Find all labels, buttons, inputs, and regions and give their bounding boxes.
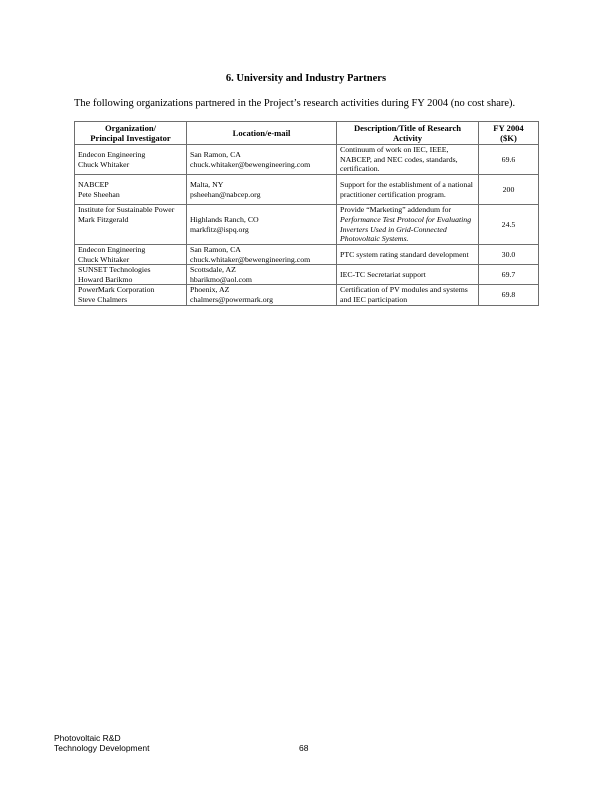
cell-description: IEC-TC Secretariat support xyxy=(337,265,479,285)
cell-amount: 24.5 xyxy=(479,205,539,245)
footer-line1: Photovoltaic R&D xyxy=(54,733,121,743)
cell-description: PTC system rating standard development xyxy=(337,245,479,265)
header-desc-line1: Description/Title of Research xyxy=(353,123,462,133)
description-text: Provide “Marketing” addendum for xyxy=(340,205,452,215)
org-name: PowerMark Corporation xyxy=(78,285,155,295)
investigator-name: Steve Chalmers xyxy=(78,294,128,304)
cell-location xyxy=(187,175,337,205)
cell-description: Certification of PV modules and systems and IEC participation xyxy=(337,285,479,305)
table-row xyxy=(75,175,539,205)
investigator-name: Pete Sheehan xyxy=(78,189,120,199)
investigator-name: Mark Fitzgerald xyxy=(78,214,129,224)
org-name: NABCEP xyxy=(78,179,109,189)
header-org-line2: Principal Investigator xyxy=(90,133,171,143)
cell-organization xyxy=(75,175,187,205)
header-organization xyxy=(75,122,187,145)
partners-table xyxy=(74,121,539,306)
location-text: Phoenix, AZ xyxy=(190,285,230,295)
email-text: chalmers@powermark.org xyxy=(190,294,274,304)
cell-description xyxy=(337,205,479,245)
header-desc-line2: Activity xyxy=(392,133,423,143)
header-fy2004 xyxy=(479,122,539,145)
header-org-line1: Organization/ xyxy=(104,123,157,133)
location-text: Highlands Ranch, CO xyxy=(190,214,259,224)
table-row xyxy=(75,285,539,305)
location-text: Malta, NY xyxy=(190,179,224,189)
cell-organization xyxy=(75,285,187,305)
cell-description: Support for the establishment of a national practitioner certification program. xyxy=(337,175,479,205)
investigator-name: Howard Barikmo xyxy=(78,274,133,284)
org-name: Institute for Sustainable Power xyxy=(78,205,175,214)
org-name: Endecon Engineering xyxy=(78,245,146,254)
email-text: psheehan@nabcep.org xyxy=(190,189,261,199)
cell-location xyxy=(187,245,337,265)
description-title-italic: Performance Test Protocol for Evaluating Inverters Used in Grid-Connected Photovoltaic Systems. xyxy=(340,214,472,244)
org-name: Endecon Engineering xyxy=(78,149,146,159)
table-header-row xyxy=(75,122,539,145)
location-text: Scottsdale, AZ xyxy=(190,265,236,275)
cell-description: Continuum of work on IEC, IEEE, NABCEP, and NEC codes, standards, certification. xyxy=(337,145,479,175)
table-row xyxy=(75,245,539,265)
email-text: chuck.whitaker@bewengineering.com xyxy=(190,254,311,264)
table-row xyxy=(75,145,539,175)
cell-amount: 69.7 xyxy=(479,265,539,285)
cell-amount: 200 xyxy=(479,175,539,205)
page-number: 68 xyxy=(299,743,309,753)
cell-location xyxy=(187,145,337,175)
org-name: SUNSET Technologies xyxy=(78,265,151,275)
table-row xyxy=(75,265,539,285)
email-text: chuck.whitaker@bewengineering.com xyxy=(190,159,311,169)
intro-paragraph: The following organizations partnered in the Project’s research activities during FY 2004 (no cost share). xyxy=(74,98,516,109)
header-fy-line2: ($K) xyxy=(500,133,517,143)
investigator-name: Chuck Whitaker xyxy=(78,254,130,264)
cell-location xyxy=(187,285,337,305)
table-row xyxy=(75,205,539,245)
header-fy-line1: FY 2004 xyxy=(493,123,524,133)
footer-line2: Technology Development xyxy=(54,743,150,753)
cell-amount: 69.6 xyxy=(479,145,539,175)
header-location: Location/e-mail xyxy=(187,122,337,145)
section-title: 6. University and Industry Partners xyxy=(225,73,387,84)
email-text: hbarikmo@aol.com xyxy=(190,274,252,284)
cell-amount: 69.8 xyxy=(479,285,539,305)
cell-location xyxy=(187,205,337,245)
cell-organization xyxy=(75,265,187,285)
investigator-name: Chuck Whitaker xyxy=(78,159,130,169)
email-text: markfitz@ispq.org xyxy=(190,224,249,234)
cell-location xyxy=(187,265,337,285)
cell-organization xyxy=(75,205,187,245)
cell-organization xyxy=(75,245,187,265)
header-description xyxy=(337,122,479,145)
location-text: San Ramon, CA xyxy=(190,245,241,254)
page-footer xyxy=(54,733,149,753)
location-text: San Ramon, CA xyxy=(190,149,241,159)
cell-amount: 30.0 xyxy=(479,245,539,265)
cell-organization xyxy=(75,145,187,175)
